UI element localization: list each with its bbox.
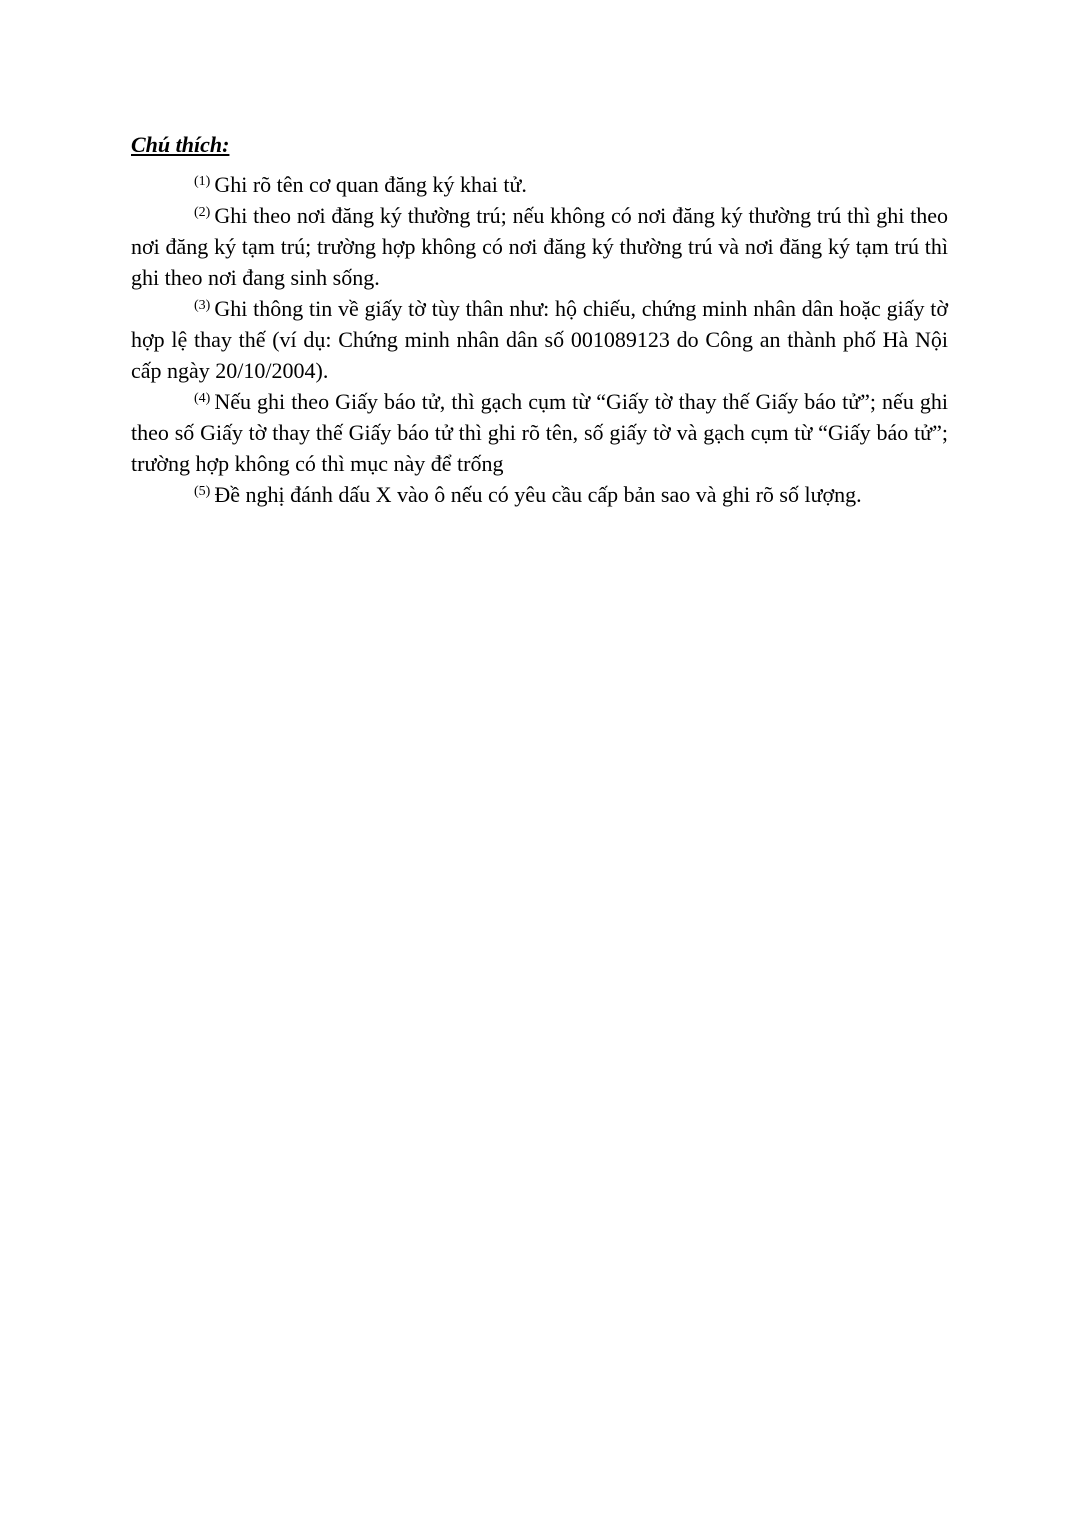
footnote-marker: (1) <box>194 174 211 189</box>
footnote-text: Nếu ghi theo Giấy báo tử, thì gạch cụm từ “Giấy tờ thay thế Giấy báo tử”; nếu ghi theo số Giấy tờ thay thế Giấy báo tử thì ghi rõ tên, số giấy tờ và gạch cụm từ “Giấy báo tử”; trường hợp không có thì mục này để trống <box>131 389 948 476</box>
footnote-4 <box>131 386 948 479</box>
footnote-1 <box>131 169 948 200</box>
footnote-text: Đề nghị đánh dấu X vào ô nếu có yêu cầu cấp bản sao và ghi rõ số lượng. <box>214 482 862 507</box>
footnote-2 <box>131 200 948 293</box>
footnote-marker: (3) <box>194 298 211 313</box>
footnote-text: Ghi theo nơi đăng ký thường trú; nếu không có nơi đăng ký thường trú thì ghi theo nơi đăng ký tạm trú; trường hợp không có nơi đăng ký thường trú và nơi đăng ký tạm trú thì ghi theo nơi đang sinh sống. <box>131 203 948 290</box>
notes-heading: Chú thích: <box>131 132 230 157</box>
footnote-text: Ghi rõ tên cơ quan đăng ký khai tử. <box>214 172 527 197</box>
footnote-marker: (2) <box>194 205 211 220</box>
footnotes-section <box>131 131 948 510</box>
footnote-5 <box>131 479 948 510</box>
footnote-text: Ghi thông tin về giấy tờ tùy thân như: hộ chiếu, chứng minh nhân dân hoặc giấy tờ hợp lệ thay thế (ví dụ: Chứng minh nhân dân số 001089123 do Công an thành phố Hà Nội cấp ngày 20/10/2004). <box>131 296 948 383</box>
footnote-marker: (4) <box>194 391 211 406</box>
footnote-3 <box>131 293 948 386</box>
footnote-marker: (5) <box>194 484 211 499</box>
